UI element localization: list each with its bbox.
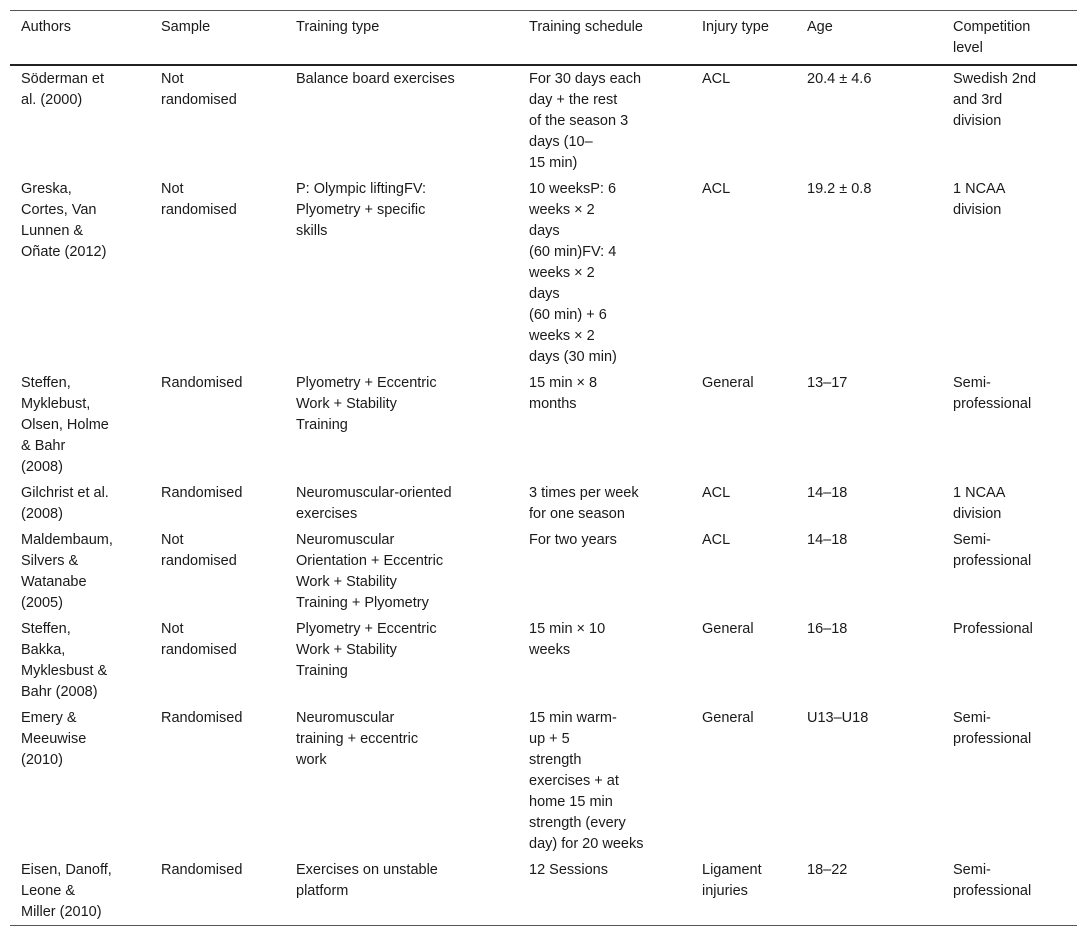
cell-competition-level: 1 NCAA division bbox=[953, 181, 1006, 218]
table-row bbox=[10, 616, 1077, 705]
studies-table bbox=[10, 10, 1077, 926]
cell-training-type: P: Olympic liftingFV: Plyometry + specific skills bbox=[296, 181, 426, 239]
table-row bbox=[10, 65, 1077, 176]
header-training-schedule: Training schedule bbox=[529, 19, 643, 35]
header-injury-type: Injury type bbox=[702, 19, 769, 35]
cell-training-type: Neuromuscular Orientation + Eccentric Work + Stability Training + Plyometry bbox=[296, 532, 444, 611]
header-competition-level: Competition level bbox=[953, 19, 1031, 56]
cell-authors: Steffen, Myklebust, Olsen, Holme & Bahr (2008) bbox=[21, 375, 109, 475]
cell-sample: Randomised bbox=[161, 862, 243, 878]
table-row bbox=[10, 480, 1077, 527]
cell-injury-type: General bbox=[702, 710, 754, 726]
header-row bbox=[10, 11, 1077, 66]
cell-competition-level: 1 NCAA division bbox=[953, 485, 1006, 522]
cell-age: 20.4 ± 4.6 bbox=[807, 71, 872, 87]
cell-sample: Not randomised bbox=[161, 621, 237, 658]
table-row bbox=[10, 176, 1077, 370]
cell-training-type: Neuromuscular training + eccentric work bbox=[296, 710, 419, 768]
cell-training-type: Balance board exercises bbox=[296, 71, 455, 87]
cell-age: 13–17 bbox=[807, 375, 848, 391]
cell-injury-type: ACL bbox=[702, 71, 731, 87]
header-sample: Sample bbox=[161, 19, 211, 35]
cell-injury-type: General bbox=[702, 621, 754, 637]
cell-authors: Söderman et al. (2000) bbox=[21, 71, 105, 108]
cell-authors: Steffen, Bakka, Myklesbust & Bahr (2008) bbox=[21, 621, 108, 700]
cell-training-schedule: For 30 days each day + the rest of the season 3 days (10– 15 min) bbox=[529, 71, 642, 171]
cell-competition-level: Swedish 2nd and 3rd division bbox=[953, 71, 1037, 129]
cell-training-schedule: 3 times per week for one season bbox=[529, 485, 639, 522]
cell-training-type: Plyometry + Eccentric Work + Stability Training bbox=[296, 621, 437, 679]
cell-age: U13–U18 bbox=[807, 710, 869, 726]
cell-injury-type: Ligament injuries bbox=[702, 862, 762, 899]
header-age: Age bbox=[807, 19, 833, 35]
cell-competition-level: Semi- professional bbox=[953, 862, 1032, 899]
cell-sample: Not randomised bbox=[161, 181, 237, 218]
cell-training-schedule: 15 min warm- up + 5 strength exercises + at home 15 min strength (every day) for 20 weeks bbox=[529, 710, 644, 852]
cell-training-type: Plyometry + Eccentric Work + Stability Training bbox=[296, 375, 437, 433]
cell-competition-level: Semi- professional bbox=[953, 532, 1032, 569]
table-row bbox=[10, 370, 1077, 480]
cell-injury-type: ACL bbox=[702, 532, 731, 548]
table-header bbox=[10, 11, 1077, 66]
cell-injury-type: ACL bbox=[702, 181, 731, 197]
cell-injury-type: ACL bbox=[702, 485, 731, 501]
cell-authors: Greska, Cortes, Van Lunnen & Oñate (2012) bbox=[21, 181, 107, 260]
cell-training-schedule: 15 min × 8 months bbox=[529, 375, 598, 412]
table-row bbox=[10, 857, 1077, 926]
cell-training-schedule: 15 min × 10 weeks bbox=[529, 621, 606, 658]
cell-authors: Gilchrist et al. (2008) bbox=[21, 485, 109, 522]
study-table-container bbox=[10, 10, 1077, 926]
cell-age: 16–18 bbox=[807, 621, 848, 637]
table-row bbox=[10, 705, 1077, 857]
cell-injury-type: General bbox=[702, 375, 754, 391]
cell-training-schedule: 12 Sessions bbox=[529, 862, 608, 878]
cell-sample: Randomised bbox=[161, 375, 243, 391]
cell-training-schedule: 10 weeksP: 6 weeks × 2 days (60 min)FV: 4 weeks × 2 days (60 min) + 6 weeks × 2 days (30 min) bbox=[529, 181, 617, 365]
cell-training-schedule: For two years bbox=[529, 532, 617, 548]
table-row bbox=[10, 527, 1077, 616]
header-authors: Authors bbox=[21, 19, 71, 35]
table-body bbox=[10, 65, 1077, 926]
cell-competition-level: Professional bbox=[953, 621, 1033, 637]
cell-age: 18–22 bbox=[807, 862, 848, 878]
cell-age: 14–18 bbox=[807, 532, 848, 548]
cell-age: 14–18 bbox=[807, 485, 848, 501]
cell-training-type: Neuromuscular-oriented exercises bbox=[296, 485, 452, 522]
cell-age: 19.2 ± 0.8 bbox=[807, 181, 872, 197]
cell-sample: Randomised bbox=[161, 710, 243, 726]
cell-competition-level: Semi- professional bbox=[953, 375, 1032, 412]
cell-sample: Not randomised bbox=[161, 71, 237, 108]
cell-sample: Not randomised bbox=[161, 532, 237, 569]
cell-competition-level: Semi- professional bbox=[953, 710, 1032, 747]
cell-authors: Eisen, Danoff, Leone & Miller (2010) bbox=[21, 862, 112, 920]
cell-authors: Emery & Meeuwise (2010) bbox=[21, 710, 87, 768]
header-training-type: Training type bbox=[296, 19, 380, 35]
cell-training-type: Exercises on unstable platform bbox=[296, 862, 438, 899]
cell-sample: Randomised bbox=[161, 485, 243, 501]
cell-authors: Maldembaum, Silvers & Watanabe (2005) bbox=[21, 532, 113, 611]
